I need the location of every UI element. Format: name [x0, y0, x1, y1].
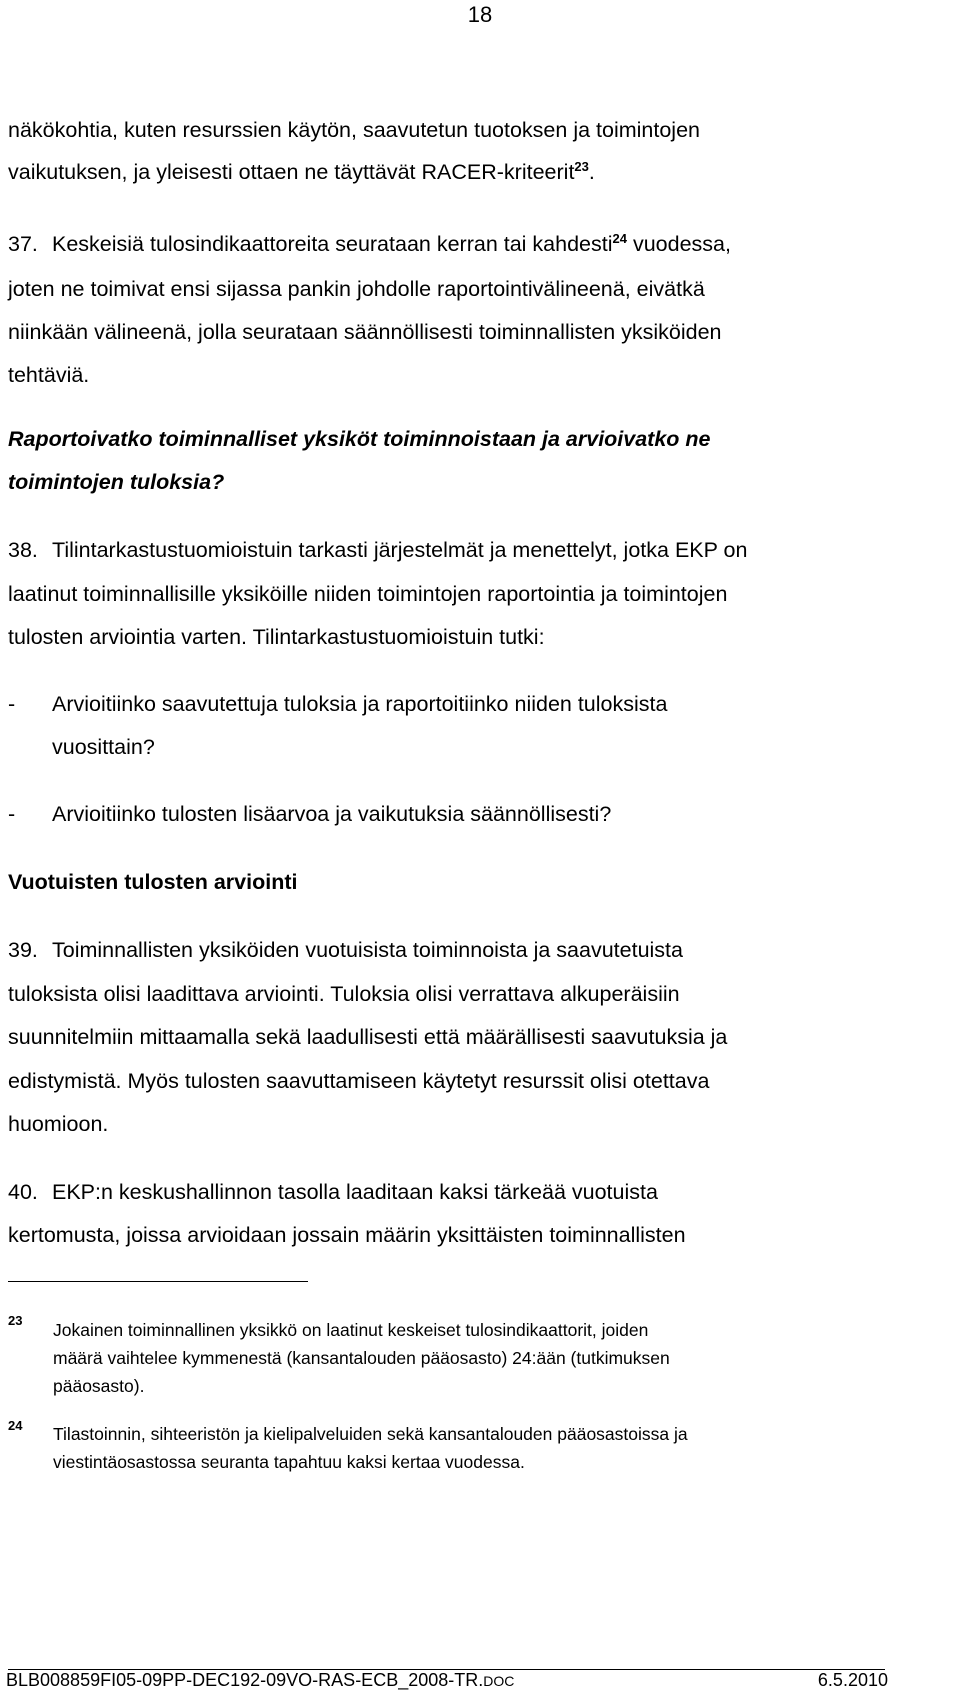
- footnote-ref-23: 23: [574, 158, 589, 174]
- list-dash: -: [8, 692, 16, 716]
- paragraph-37-line: 37. Keskeisiä tulosindikaattoreita seurataan kerran tai kahdesti$^{24}$ vuodessa,: [8, 230, 731, 256]
- paragraph-37-line: joten ne toimivat ensi sijassa pankin johdolle raportointivälineenä, eivätkä: [8, 277, 705, 301]
- footnote-line: viestintäosastossa seuranta tapahtuu kaksi kertaa vuodessa.: [53, 1452, 525, 1472]
- paragraph-39-line: 39. Toiminnallisten yksiköiden vuotuisista toiminnoista ja saavutetuista: [8, 938, 683, 962]
- footnote-line: Jokainen toiminnallinen yksikkö on laatinut keskeiset tulosindikaattorit, joiden: [53, 1320, 649, 1340]
- paragraph-number: 39.: [8, 938, 38, 962]
- paragraph-40-line: kertomusta, joissa arvioidaan jossain määrin yksittäisten toiminnallisten: [8, 1223, 686, 1247]
- paragraph-37-line: niinkään välineenä, jolla seurataan säännöllisesti toiminnallisten yksiköiden: [8, 320, 722, 344]
- paragraph-40-line: 40. EKP:n keskushallinnon tasolla laaditaan kaksi tärkeää vuotuista: [8, 1180, 658, 1204]
- list-dash: -: [8, 802, 16, 826]
- paragraph-38-line: tulosten arviointia varten. Tilintarkastustuomioistuin tutki:: [8, 625, 545, 649]
- section-heading: Vuotuisten tulosten arviointi: [8, 870, 298, 894]
- paragraph-number: 40.: [8, 1180, 38, 1204]
- section-heading: Raportoivatko toiminnalliset yksiköt toiminnoistaan ja arvioivatko ne: [8, 427, 711, 451]
- footnote-line: Tilastoinnin, sihteeristön ja kielipalveluiden sekä kansantalouden pääosastoissa ja: [53, 1424, 688, 1444]
- paragraph-39-line: suunnitelmiin mittaamalla sekä laadullisesti että määrällisesti saavutuksia ja: [8, 1025, 728, 1049]
- page-number: 18: [467, 2, 493, 27]
- list-item: - Arvioitiinko tulosten lisäarvoa ja vaikutuksia säännöllisesti?: [8, 802, 612, 826]
- paragraph-37-line: tehtäviä.: [8, 363, 90, 387]
- paragraph-39-line: edistymistä. Myös tulosten saavuttamiseen käytetyt resurssit olisi otettava: [8, 1069, 710, 1093]
- paragraph-number: 38.: [8, 538, 38, 562]
- footnote-ref-24: 24: [612, 230, 627, 246]
- footer-filename: BLB008859FI05-09PP-DEC192-09VO-RAS-ECB_2008-TR.DOC: [6, 1670, 515, 1690]
- footnote-number: 23: [8, 1313, 23, 1328]
- footnote-line: pääosasto).: [53, 1376, 145, 1396]
- section-heading: toimintojen tuloksia?: [8, 470, 225, 494]
- paragraph-38-line: laatinut toiminnallisille yksiköille niiden toimintojen raportointia ja toimintojen: [8, 582, 728, 606]
- paragraph-line: näkökohtia, kuten resurssien käytön, saavutetun tuotoksen ja toimintojen: [8, 118, 700, 142]
- paragraph-39-line: huomioon.: [8, 1112, 109, 1136]
- footnote-number: 24: [8, 1418, 23, 1433]
- footnote-separator: [8, 1281, 308, 1282]
- paragraph-39-line: tuloksista olisi laadittava arviointi. Tuloksia olisi verrattava alkuperäisiin: [8, 982, 680, 1006]
- paragraph-line: vaikutuksen, ja yleisesti ottaen ne täyttävät RACER-kriteerit$^{23}$.: [8, 158, 595, 184]
- footnote-line: määrä vaihtelee kymmenestä (kansantalouden pääosasto) 24:ään (tutkimuksen: [53, 1348, 670, 1368]
- list-item: - Arvioitiinko saavutettuja tuloksia ja raportoitiinko niiden tuloksista: [8, 692, 668, 716]
- list-item-continuation: vuosittain?: [52, 735, 155, 759]
- paragraph-number: 37.: [8, 232, 38, 256]
- footer-date: 6.5.2010: [817, 1670, 888, 1690]
- paragraph-38-line: 38. Tilintarkastustuomioistuin tarkasti järjestelmät ja menettelyt, jotka EKP on: [8, 538, 748, 562]
